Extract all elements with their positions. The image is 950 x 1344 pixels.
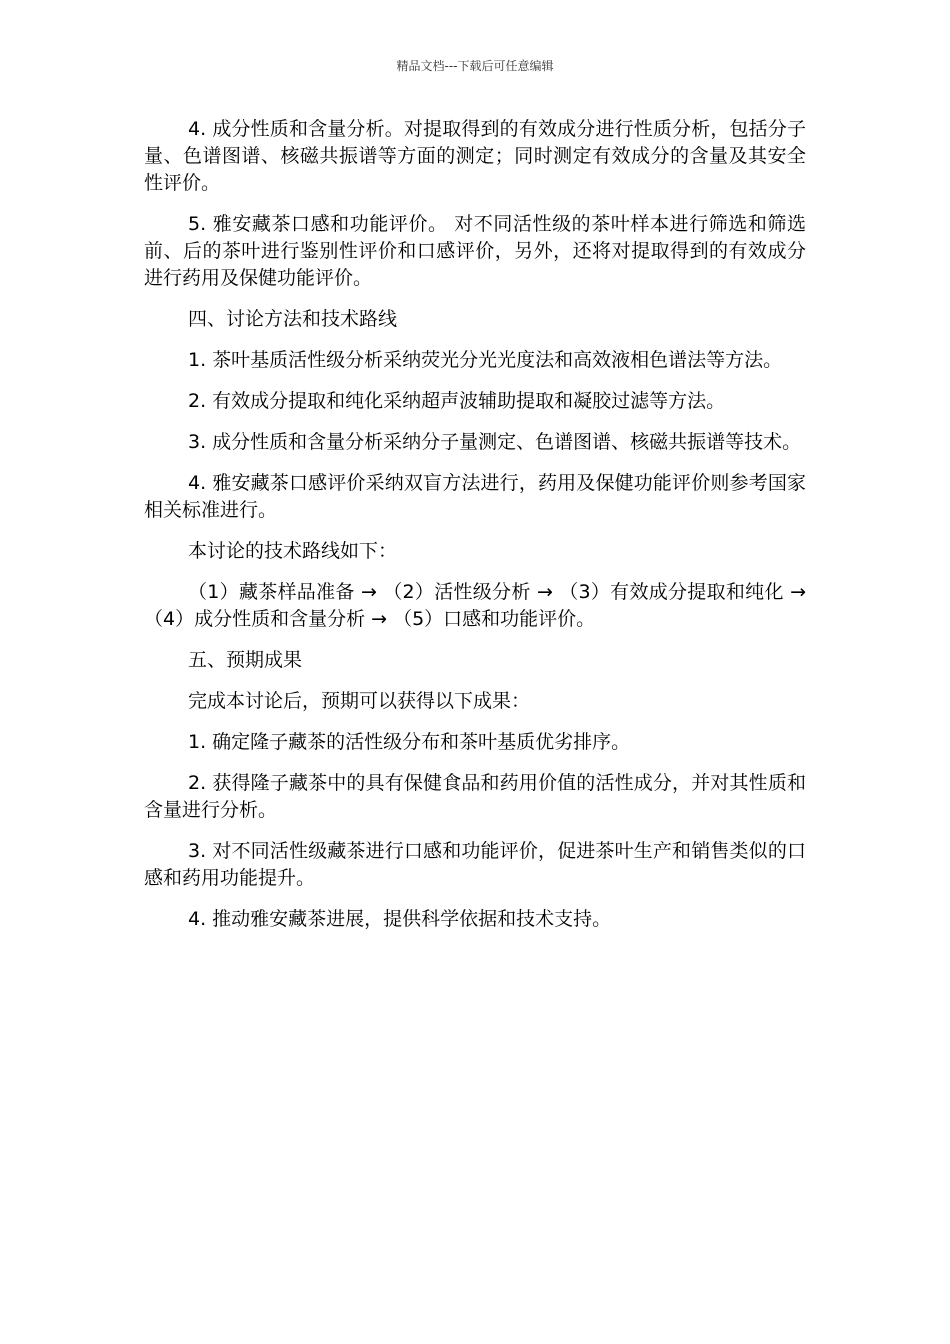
paragraph-outcome-2: 2. 获得隆子藏茶中的具有保健食品和药用价值的活性成分，并对其性质和含量进行分析。 <box>144 772 806 821</box>
paragraph-taste-evaluation: 5. 雅安藏茶口感和功能评价。 对不同活性级的茶叶样本进行筛选和筛选前、后的茶叶进行鉴别性评价和口感评价，另外，还将对提取得到的有效成分进行药用及保健功能评价。 <box>144 213 806 289</box>
section-heading-outcomes: 五、预期成果 <box>188 649 303 671</box>
paragraph-method-4: 4. 雅安藏茶口感评价采纳双盲方法进行，药用及保健功能评价则参考国家相关标准进行。 <box>144 472 806 521</box>
section-heading-methods: 四、讨论方法和技术路线 <box>188 308 398 330</box>
paragraph-method-2: 2. 有效成分提取和纯化采纳超声波辅助提取和凝胶过滤等方法。 <box>188 390 726 412</box>
paragraph-method-1: 1. 茶叶基质活性级分析采纳荧光分光光度法和高效液相色谱法等方法。 <box>188 349 783 371</box>
paragraph-outcome-4: 4. 推动雅安藏茶进展，提供科学依据和技术支持。 <box>188 908 612 930</box>
paragraph-method-3: 3. 成分性质和含量分析采纳分子量测定、色谱图谱、核磁共振谱等技术。 <box>188 431 802 453</box>
paragraph-route-steps: （1）藏茶样品准备 → （2）活性级分析 → （3）有效成分提取和纯化 → （4）成分性质和含量分析 → （5）口感和功能评价。 <box>144 581 806 630</box>
paragraph-analysis-properties: 4. 成分性质和含量分析。对提取得到的有效成分进行性质分析，包括分子量、色谱图谱、核磁共振谱等方面的测定；同时测定有效成分的含量及其安全性评价。 <box>144 118 806 194</box>
document-body <box>144 116 806 947</box>
paragraph-route-intro: 本讨论的技术路线如下： <box>188 540 398 562</box>
page-header: 精品文档---下载后可任意编辑 <box>396 59 554 73</box>
paragraph-outcomes-intro: 完成本讨论后，预期可以获得以下成果： <box>188 690 531 712</box>
paragraph-outcome-3: 3. 对不同活性级藏茶进行口感和功能评价，促进茶叶生产和销售类似的口感和药用功能提升。 <box>144 840 806 889</box>
paragraph-outcome-1: 1. 确定隆子藏茶的活性级分布和茶叶基质优劣排序。 <box>188 731 631 753</box>
